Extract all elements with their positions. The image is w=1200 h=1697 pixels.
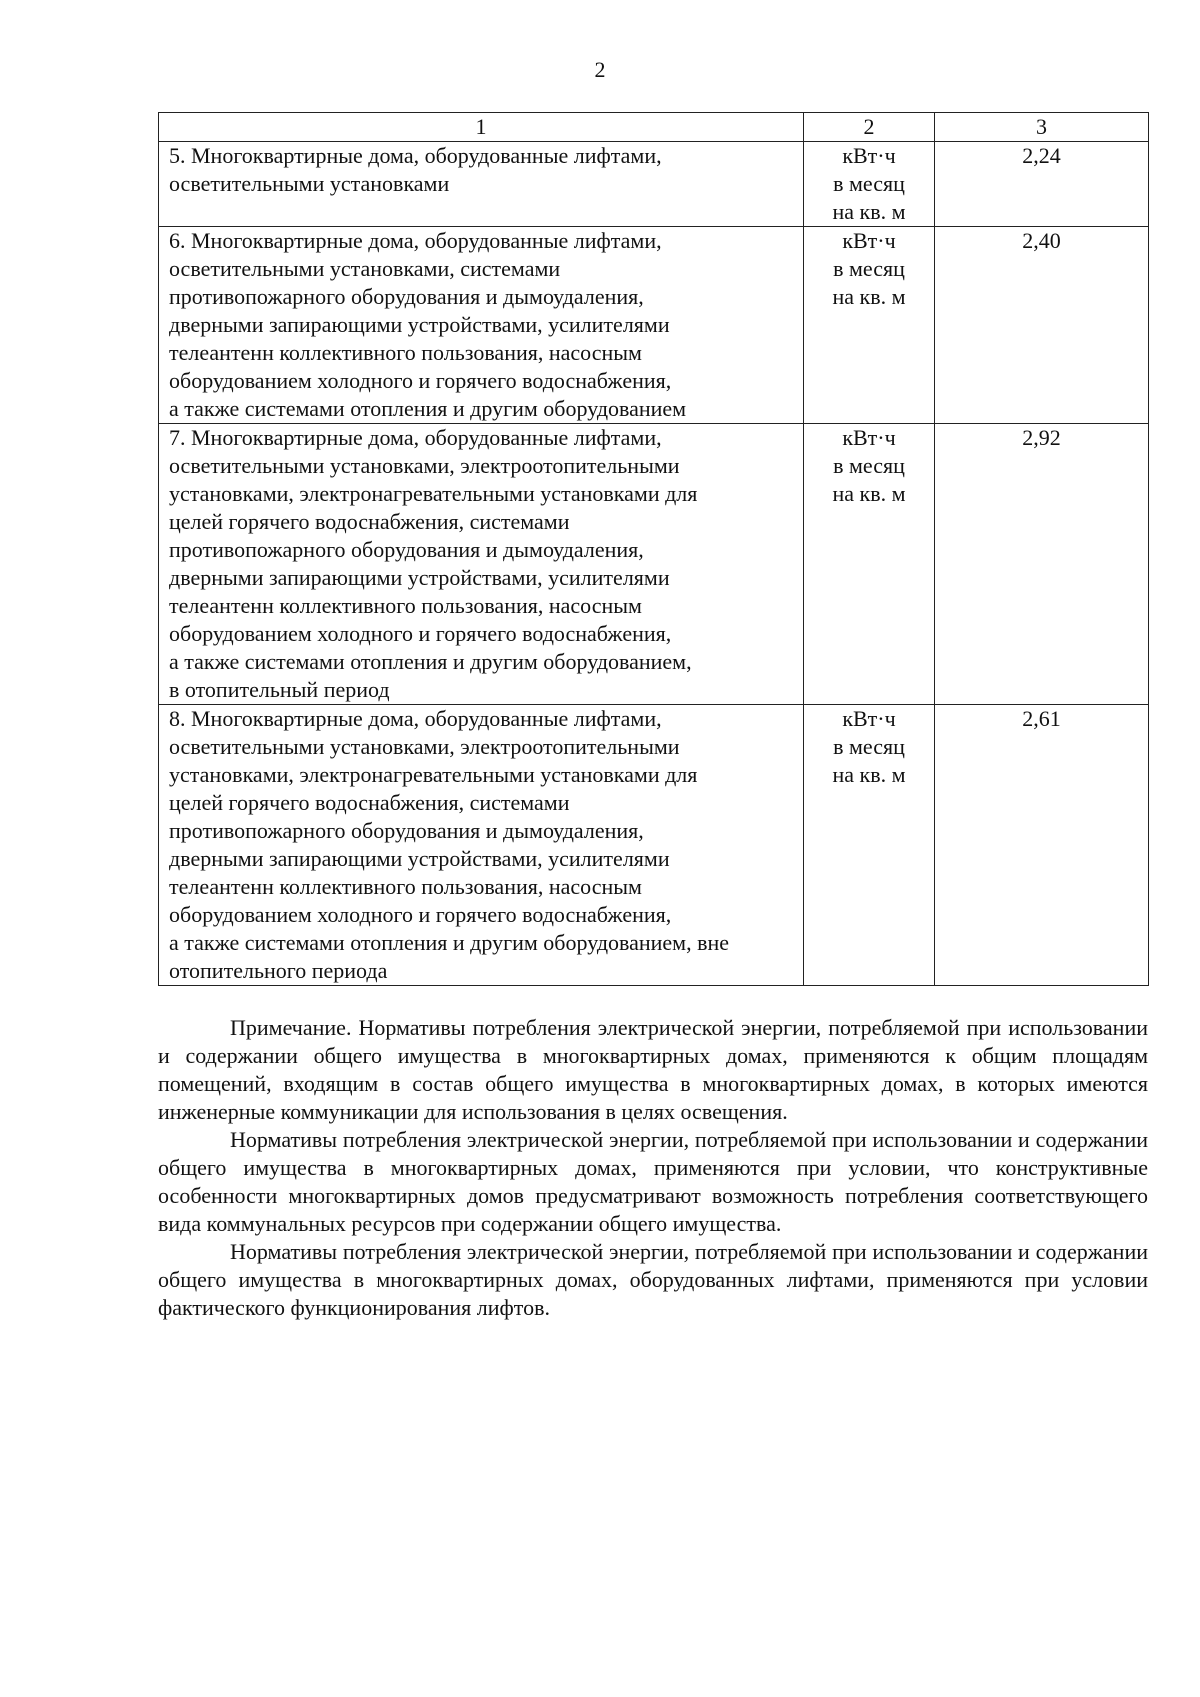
description-line: 7. Многоквартирные дома, оборудованные лифтами, [169, 425, 662, 450]
column-number-2: 2 [804, 113, 935, 142]
description-line: осветительными установками, электроотопительными [169, 734, 680, 759]
row-value: 2,92 [935, 424, 1149, 705]
unit-line: на кв. м [832, 284, 906, 309]
note-paragraph: Примечание. Нормативы потребления электрической энергии, потребляемой при использовании и содержании общего имущества в многоквартирных домах, применяются к общим площадям помещений, входящим в состав общего имущества в многоквартирных домах, в которых имеются инженерные коммуникации для использования в целях освещения. [158, 1015, 1148, 1124]
unit-line: кВт·ч [842, 143, 896, 168]
unit-line: на кв. м [832, 199, 906, 224]
norms-table [158, 112, 1149, 986]
unit-line: в месяц [833, 171, 905, 196]
row-description [159, 705, 804, 986]
row-value: 2,24 [935, 142, 1149, 227]
description-line: оборудованием холодного и горячего водоснабжения, [169, 621, 672, 646]
row-unit [804, 424, 935, 705]
description-line: установками, электронагревательными установками для [169, 481, 698, 506]
description-line: целей горячего водоснабжения, системами [169, 509, 570, 534]
table-row [159, 142, 1149, 227]
description-line: 8. Многоквартирные дома, оборудованные лифтами, [169, 706, 662, 731]
description-line: отопительного периода [169, 958, 388, 983]
row-value: 2,61 [935, 705, 1149, 986]
description-line: в отопительный период [169, 677, 390, 702]
row-value: 2,40 [935, 227, 1149, 424]
table-row [159, 705, 1149, 986]
unit-line: кВт·ч [842, 425, 896, 450]
description-line: а также системами отопления и другим оборудованием, [169, 649, 692, 674]
description-line: а также системами отопления и другим оборудованием, вне [169, 930, 730, 955]
description-line: противопожарного оборудования и дымоудаления, [169, 818, 644, 843]
description-line: телеантенн коллективного пользования, насосным [169, 874, 642, 899]
column-number-3: 3 [935, 113, 1149, 142]
unit-line: на кв. м [832, 762, 906, 787]
row-unit [804, 227, 935, 424]
table-row [159, 424, 1149, 705]
description-line: дверными запирающими устройствами, усилителями [169, 565, 670, 590]
row-unit [804, 705, 935, 986]
description-line: целей горячего водоснабжения, системами [169, 790, 570, 815]
description-line: противопожарного оборудования и дымоудаления, [169, 537, 644, 562]
description-line: осветительными установками [169, 171, 450, 196]
column-number-1: 1 [159, 113, 804, 142]
unit-line: кВт·ч [842, 228, 896, 253]
description-line: противопожарного оборудования и дымоудаления, [169, 284, 644, 309]
unit-line: в месяц [833, 256, 905, 281]
description-line: телеантенн коллективного пользования, насосным [169, 340, 642, 365]
row-description [159, 227, 804, 424]
description-line: оборудованием холодного и горячего водоснабжения, [169, 902, 672, 927]
description-line: осветительными установками, электроотопительными [169, 453, 680, 478]
description-line: а также системами отопления и другим оборудованием [169, 396, 687, 421]
row-description [159, 424, 804, 705]
unit-line: на кв. м [832, 481, 906, 506]
description-line: оборудованием холодного и горячего водоснабжения, [169, 368, 672, 393]
description-line: 6. Многоквартирные дома, оборудованные лифтами, [169, 228, 662, 253]
note-paragraph: Нормативы потребления электрической энергии, потребляемой при использовании и содержании общего имущества в многоквартирных домах, применяются при условии, что конструктивные особенности многоквартирных домов предусматривают возможность потребления соответствующего вида коммунальных ресурсов при содержании общего имущества. [158, 1127, 1148, 1236]
table-row [159, 227, 1149, 424]
notes-section [158, 1014, 1148, 1322]
table-header-row [159, 113, 1149, 142]
note-paragraph: Нормативы потребления электрической энергии, потребляемой при использовании и содержании общего имущества в многоквартирных домах, оборудованных лифтами, применяются при условии фактического функционирования лифтов. [158, 1239, 1148, 1320]
description-line: дверными запирающими устройствами, усилителями [169, 846, 670, 871]
row-description [159, 142, 804, 227]
description-line: телеантенн коллективного пользования, насосным [169, 593, 642, 618]
description-line: установками, электронагревательными установками для [169, 762, 698, 787]
description-line: 5. Многоквартирные дома, оборудованные лифтами, [169, 143, 662, 168]
page-number: 2 [594, 57, 606, 82]
unit-line: кВт·ч [842, 706, 896, 731]
unit-line: в месяц [833, 453, 905, 478]
description-line: дверными запирающими устройствами, усилителями [169, 312, 670, 337]
description-line: осветительными установками, системами [169, 256, 561, 281]
row-unit [804, 142, 935, 227]
unit-line: в месяц [833, 734, 905, 759]
